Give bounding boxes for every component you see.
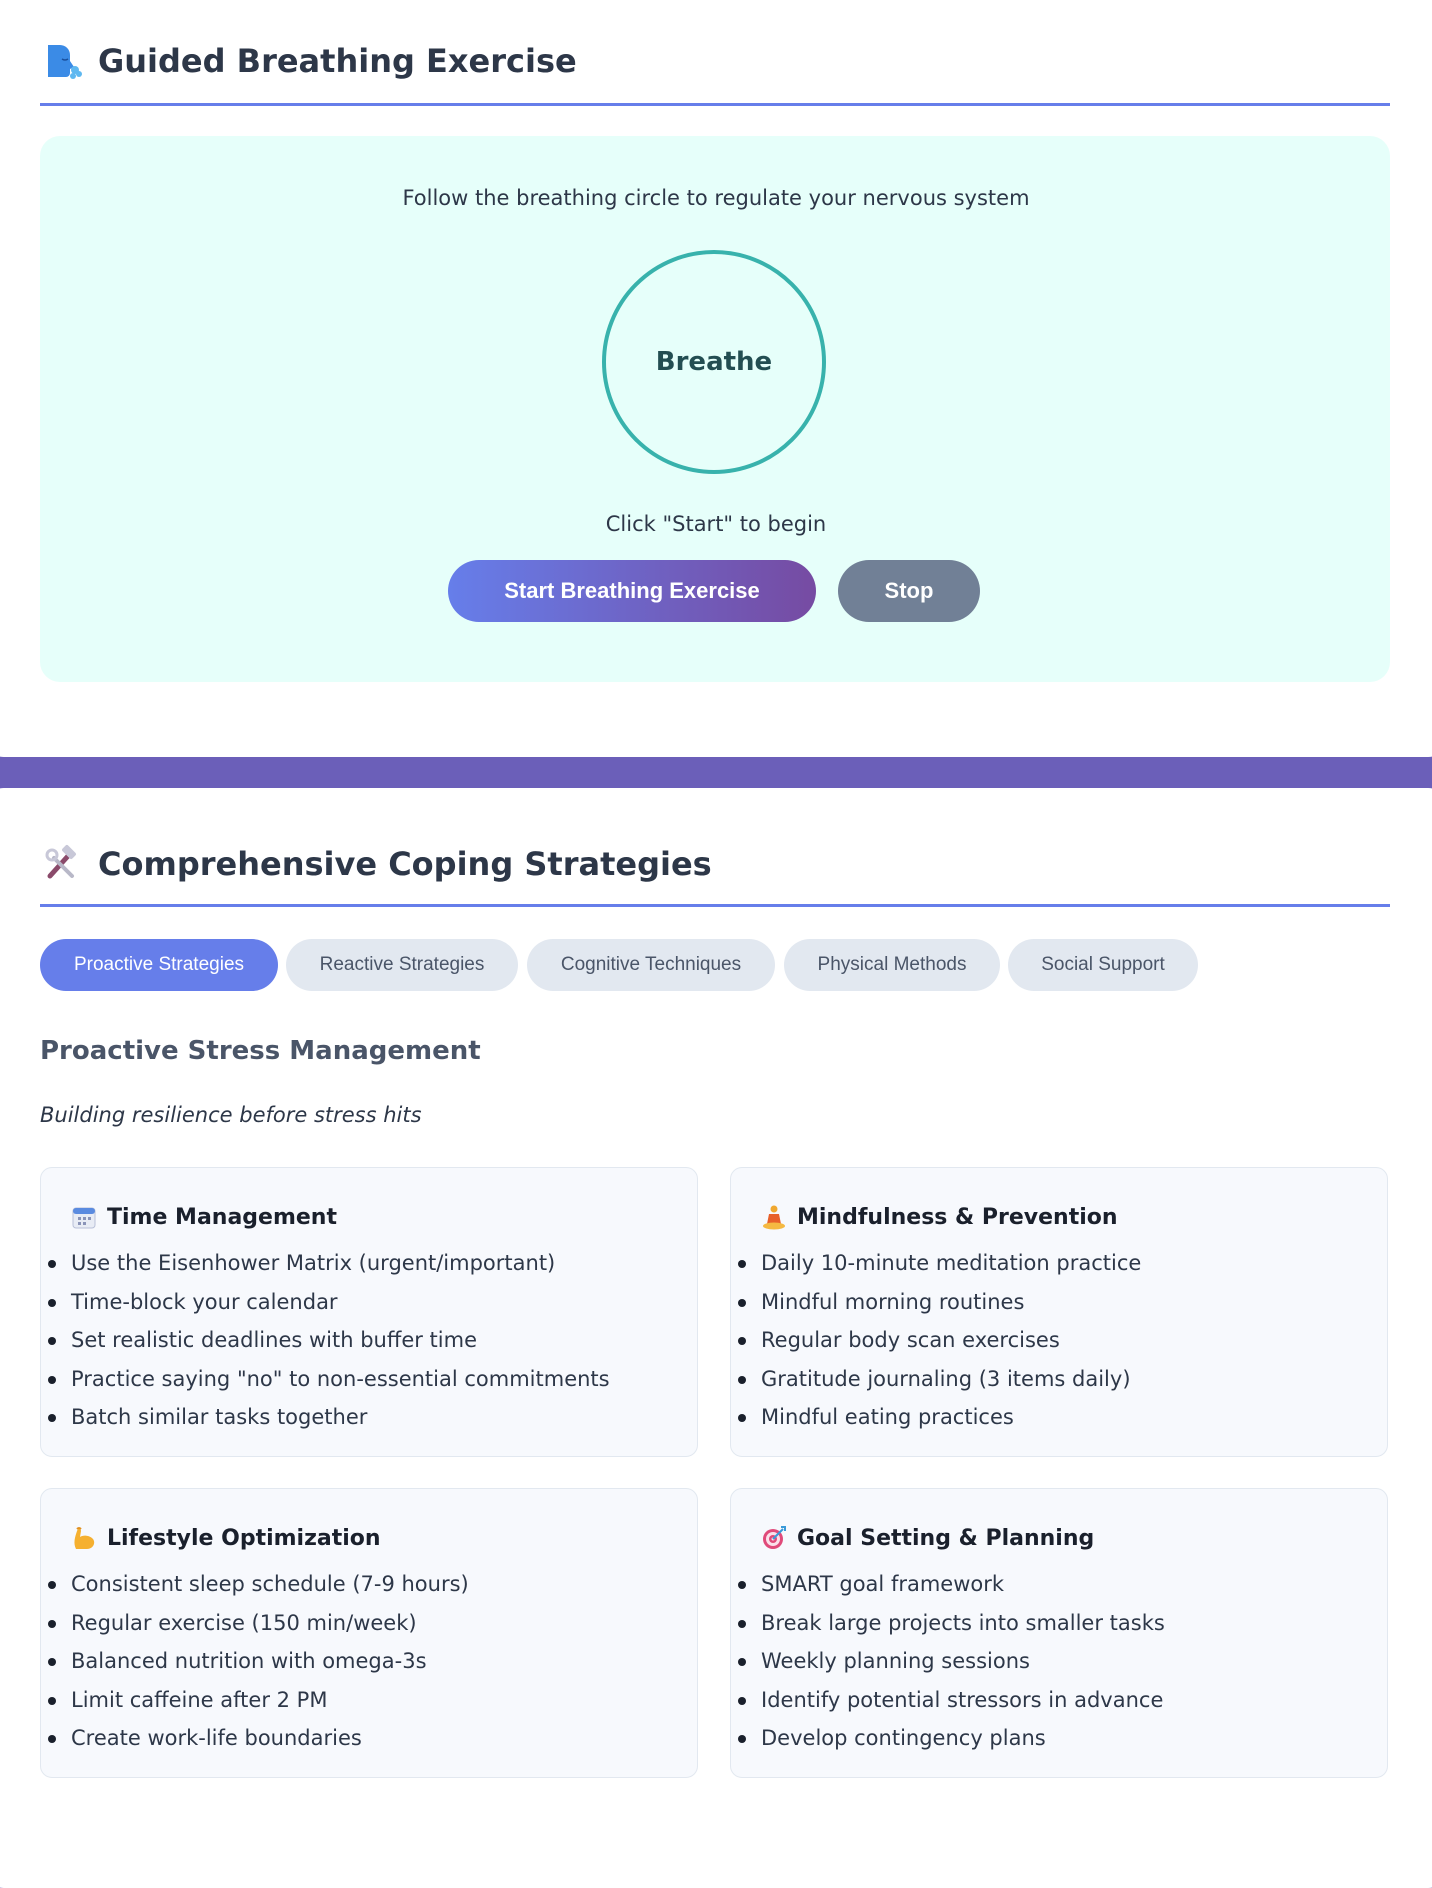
heading-divider [40,103,1390,106]
strategy-list [731,1565,1165,1758]
card-title-text: Mindfulness & Prevention [797,1204,1118,1230]
list-item: SMART goal framework [761,1565,1165,1604]
breathing-circle [602,250,826,474]
list-item: Develop contingency plans [761,1719,1165,1758]
strategy-list [731,1244,1141,1437]
list-item: Create work-life boundaries [71,1719,469,1758]
list-item: Identify potential stressors in advance [761,1681,1165,1720]
card-title [761,1204,1118,1230]
strategy-card-mindfulness [730,1167,1388,1457]
list-item: Limit caffeine after 2 PM [71,1681,469,1720]
list-item: Regular exercise (150 min/week) [71,1604,469,1643]
strategy-list [41,1244,610,1437]
tab-cognitive-techniques[interactable]: Cognitive Techniques [527,939,775,991]
card-title-text: Time Management [107,1204,337,1230]
list-item: Break large projects into smaller tasks [761,1604,1165,1643]
panel-heading: Proactive Stress Management [40,1036,481,1066]
calendar-icon [71,1204,97,1230]
card-title-text: Lifestyle Optimization [107,1525,381,1551]
panel-tagline: Building resilience before stress hits [40,1103,422,1127]
list-item: Consistent sleep schedule (7-9 hours) [71,1565,469,1604]
meditation-icon [761,1204,787,1230]
list-item: Mindful morning routines [761,1283,1141,1322]
list-item: Mindful eating practices [761,1398,1141,1437]
stop-button[interactable]: Stop [838,560,980,622]
list-item: Gratitude journaling (3 items daily) [761,1360,1141,1399]
tab-reactive-strategies[interactable]: Reactive Strategies [286,939,518,991]
list-item: Practice saying "no" to non-essential commitments [71,1360,610,1399]
breathing-circle-label: Breathe [655,347,773,377]
person-exhaling-icon [40,41,84,81]
list-item: Set realistic deadlines with buffer time [71,1321,610,1360]
breathing-heading [40,36,1390,86]
list-item: Use the Eisenhower Matrix (urgent/important) [71,1244,610,1283]
list-item: Time-block your calendar [71,1283,610,1322]
list-item: Batch similar tasks together [71,1398,610,1437]
coping-title: Comprehensive Coping Strategies [98,845,712,883]
tab-proactive-strategies[interactable]: Proactive Strategies [40,939,278,991]
strategy-card-goal-setting [730,1488,1388,1778]
heading-divider [40,904,1390,907]
flexed-biceps-icon [71,1525,97,1551]
list-item: Daily 10-minute meditation practice [761,1244,1141,1283]
list-item: Weekly planning sessions [761,1642,1165,1681]
coping-heading [40,839,1390,889]
breathing-instruction: Follow the breathing circle to regulate your nervous system [402,186,1030,210]
tab-physical-methods[interactable]: Physical Methods [784,939,1000,991]
strategy-card-time-management [40,1167,698,1457]
card-title [71,1525,381,1551]
hammer-and-wrench-icon [40,844,84,884]
card-title-text: Goal Setting & Planning [797,1525,1095,1551]
card-title [71,1204,337,1230]
start-breathing-button[interactable]: Start Breathing Exercise [448,560,816,622]
list-item: Balanced nutrition with omega-3s [71,1642,469,1681]
breathing-status: Click "Start" to begin [605,512,827,536]
tab-social-support[interactable]: Social Support [1008,939,1198,991]
breathing-title: Guided Breathing Exercise [98,42,577,80]
strategy-card-lifestyle [40,1488,698,1778]
card-title [761,1525,1094,1551]
strategy-list [41,1565,469,1758]
list-item: Regular body scan exercises [761,1321,1141,1360]
target-icon [761,1525,787,1551]
